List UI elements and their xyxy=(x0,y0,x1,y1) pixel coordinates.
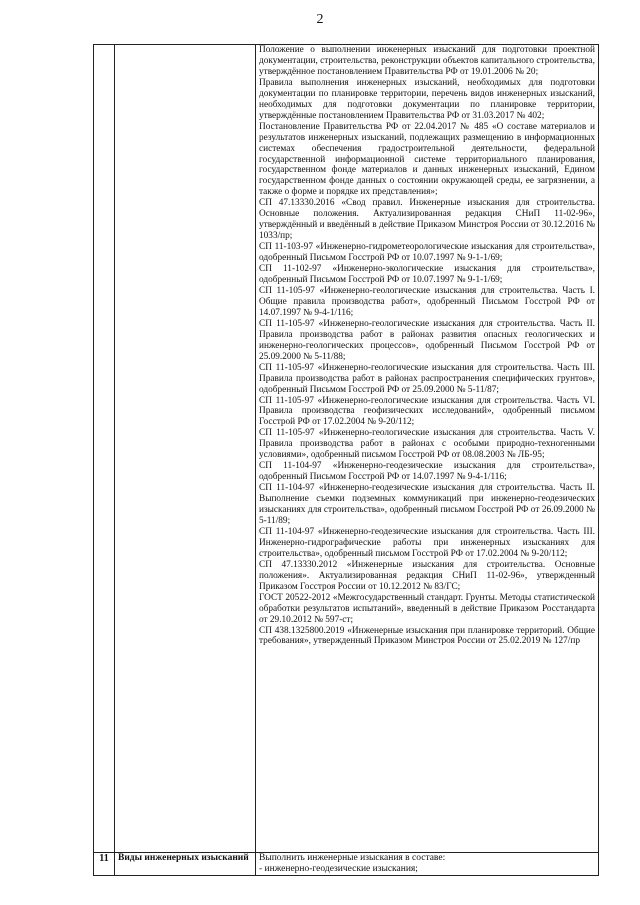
regulation-item: СП 11-105-97 «Инженерно-геологические изыскания для строительства. Часть I. Общие правила производства работ», одобренный Письмом Госстрой РФ от 14.07.1997 № 9-4-1/116; xyxy=(259,285,595,318)
regulation-item: СП 11-103-97 «Инженерно-гидрометеорологические изыскания для строительства», одобренный Письмом Госстрой РФ от 10.07.1997 № 9-1-1/69; xyxy=(259,242,595,264)
regulation-item: Постановление Правительства РФ от 22.04.2017 № 485 «О составе материалов и результатов инженерных изысканий, подлежащих размещению в информационных системах обеспечения градостроительной деятельности, федеральной государственной информационной системе территориального планирования, государственном фонде материалов и данных инженерных изысканий, Едином государственном фонде данных о состоянии окружающей среды, ее загрязнении, а также о форме и порядке их представления»; xyxy=(259,121,595,198)
regulation-item: СП 438.1325800.2019 «Инженерные изыскания при планировке территорий. Общие требования», утвержденный Приказом Минстроя России от 25.02.2019 № 127/пр xyxy=(259,625,595,647)
row-number-cell xyxy=(94,45,115,853)
table-row xyxy=(94,45,599,853)
regulations-list-cell xyxy=(256,45,599,853)
regulation-item: СП 47.13330.2016 «Свод правил. Инженерные изыскания для строительства. Основные положения. Актуализированная редакция СНиП 11-02-96», утверждённый и введённый в действие Приказом Минстроя России от 30.12.2016 № 1033/пр; xyxy=(259,198,595,242)
regulation-item: СП 11-105-97 «Инженерно-геологические изыскания для строительства. Часть VI. Правила производства геофизических исследований», одобренный письмом Госстрой РФ от 17.02.2004 № 9-20/112; xyxy=(259,395,595,428)
regulation-item: СП 11-105-97 «Инженерно-геологические изыскания для строительства. Часть II. Правила производства работ в районах развития опасных геологических и инженерно-геологических процессов», одобренный Письмом Госстрой РФ от 25.09.2000 № 5-11/88; xyxy=(259,318,595,362)
survey-line: Выполнить инженерные изыскания в составе: xyxy=(259,853,446,863)
regulation-item: ГОСТ 20522-2012 «Межгосударственный стандарт. Грунты. Методы статистической обработки результатов испытаний», введенный в действие Приказом Росстандарта от 29.10.2012 № 597-ст; xyxy=(259,592,595,625)
regulation-item: СП 11-105-97 «Инженерно-геологические изыскания для строительства. Часть III. Правила производства работ в районах распространения специфических грунтов», одобренный Письмом Госстрой РФ от 25.09.2000 № 5-11/87; xyxy=(259,362,595,395)
row-number: 11 xyxy=(94,853,115,876)
regulation-item: СП 47.13330.2012 «Инженерные изыскания для строительства. Основные положения». Актуализированная редакция СНиП 11-02-96», утвержденный Приказом Госстроя России от 10.12.2012 № 83/ГС; xyxy=(259,559,595,592)
page-number: 2 xyxy=(316,12,324,27)
requirements-table xyxy=(93,44,599,876)
regulation-item: СП 11-105-97 «Инженерно-геологические изыскания для строительства. Часть V. Правила производства работ в районах с особыми природно-техногенными условиями», одобренный письмом Госстрой РФ от 08.08.2003 № ЛБ-95; xyxy=(259,428,595,461)
regulation-item: СП 11-104-97 «Инженерно-геодезические изыскания для строительства. Часть III. Инженерно-гидрографические работы при инженерных изысканиях для строительства», одобренный письмом Госстрой РФ от 17.02.2004 № 9-20/112; xyxy=(259,526,595,559)
survey-line: - инженерно-геодезические изыскания; xyxy=(259,864,418,874)
row-title-cell xyxy=(115,45,256,853)
table-row xyxy=(94,853,599,876)
row-title: Виды инженерных изысканий xyxy=(115,853,256,876)
regulation-item: СП 11-104-97 «Инженерно-геодезические изыскания для строительства», одобренный Письмом Госстрой РФ от 14.07.1997 № 9-4-1/116; xyxy=(259,461,595,483)
regulation-item: СП 11-104-97 «Инженерно-геодезические изыскания для строительства. Часть II. Выполнение съемки подземных коммуникаций при инженерно-геодезических изысканиях для строительства», одобренный письмом Госстрой РФ от 26.09.2000 № 5-11/89; xyxy=(259,483,595,526)
row-content-cell xyxy=(256,853,599,876)
regulation-item: Правила выполнения инженерных изысканий, необходимых для подготовки документации по планировке территории, перечень видов инженерных изысканий, необходимых для подготовки документации по планировке территории, утверждённые постановлением Правительства РФ от 31.03.2017 № 402; xyxy=(259,77,595,121)
regulation-item: Положение о выполнении инженерных изысканий для подготовки проектной документации, строительства, реконструкции объектов капитального строительства, утверждённое постановлением Правительства РФ от 19.01.2006 № 20; xyxy=(259,45,595,77)
regulation-item: СП 11-102-97 «Инженерно-экологические изыскания для строительства», одобренный Письмом Госстрой РФ от 10.07.1997 № 9-1-1/69; xyxy=(259,264,595,286)
